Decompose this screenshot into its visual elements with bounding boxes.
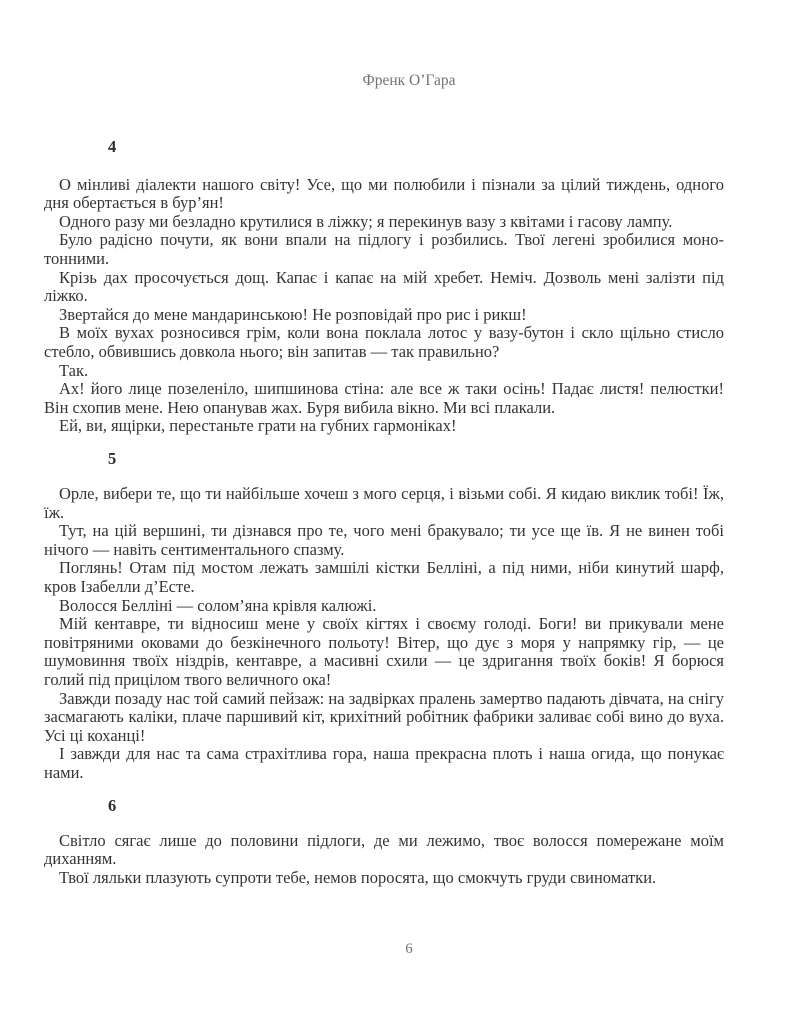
poem-paragraph: О мінливі діалекти нашого світу! Усе, що ми полюбили і пізнали за цілий тиждень, одного дня обертається в бур’ян! [44,174,724,213]
running-header-author: Френк О’Гара [362,72,456,89]
poem-paragraph: Світло сягає лише до половини підлоги, де ми лежимо, твоє волосся помережане моїм диханням. [44,830,724,869]
poem-paragraph: Завжди позаду нас той самий пейзаж: на задвірках пралень замертво падають дівчата, на снігу засмагають каліки, плаче паршивий кіт, крихітний робітник фабрики заливає собі вино до вуха. Усі ці коханці! [44,688,724,745]
poem-paragraph: Ах! його лице позеленіло, шипшинова стіна: але все ж таки осінь! Падає листя! пелюстки! Він схопив мене. Нею опанував жах. Буря вибила вікно. Ми всі плакали. [44,379,724,417]
poem-paragraph: В моїх вухах розносився грім, коли вона поклала лотос у вазу-бутон і скло щільно стисло стебло, обвившись довкола нього; він запитав — так правильно? [44,323,724,361]
poem-paragraph: Твої ляльки плазують супроти тебе, немов поросята, що смокчуть груди свиноматки. [59,867,657,887]
poem-paragraph: Тут, на цій вершині, ти дізнався про те, чого мені бракувало; ти усе ще їв. Я не винен тобі нічого — навіть сентиментального спазму. [44,521,724,559]
poem-paragraph: Крізь дах просочується дощ. Капає і капає на мій хребет. Неміч. Дозволь мені залізти під ліжко. [44,267,724,306]
poem-content [44,138,724,887]
poem-paragraph: Ей, ви, ящірки, перестаньте грати на губних гармоніках! [59,416,457,436]
poem-paragraph: Орле, вибери те, що ти найбільше хочеш з мого серця, і візьми собі. Я кидаю виклик тобі! Їж, їж. [44,484,724,522]
poem-paragraph: І завжди для нас та сама страхітлива гора, наша прекрасна плоть і наша огида, що понукає нами. [44,744,724,782]
section-number: 4 [108,137,117,156]
poem-section-5 [44,450,724,783]
poem-section-6 [44,797,724,888]
poem-paragraph: Так. [59,360,89,380]
page-number: 6 [405,941,413,957]
poem-paragraph: Звертайся до мене мандаринською! Не розповідай про рис і рикш! [59,304,527,324]
section-number: 5 [108,448,117,468]
poem-paragraph: Одного разу ми безладно крутилися в ліжку; я перекинув вазу з квітами і гасову лампу. [59,211,673,231]
section-number: 6 [108,795,117,815]
poem-paragraph: Було радісно почути, як вони впали на підлогу і розбились. Твої легені зробилися монотонними. [44,230,724,268]
poem-paragraph: Мій кентавре, ти відносиш мене у своїх кігтях і своєму голоді. Боги! ви прикували мене повітряними оковами до безкінечного польоту! Вітер, що дує з моря у напрямку гір, — це шумовиння твоїх ніздрів, кентавре, а масивні схили — це здригання твоїх боків! Я борюся голий під прицілом твого величного ока! [44,614,724,689]
poem-paragraph: Волосся Белліні — солом’яна крівля калюжі. [59,595,377,615]
poem-paragraph: Поглянь! Отам під мостом лежать замшілі кістки Белліні, а під ними, ніби кинутий шарф, кров Ізабелли д’Есте. [44,558,724,596]
poem-section-4 [44,138,724,436]
